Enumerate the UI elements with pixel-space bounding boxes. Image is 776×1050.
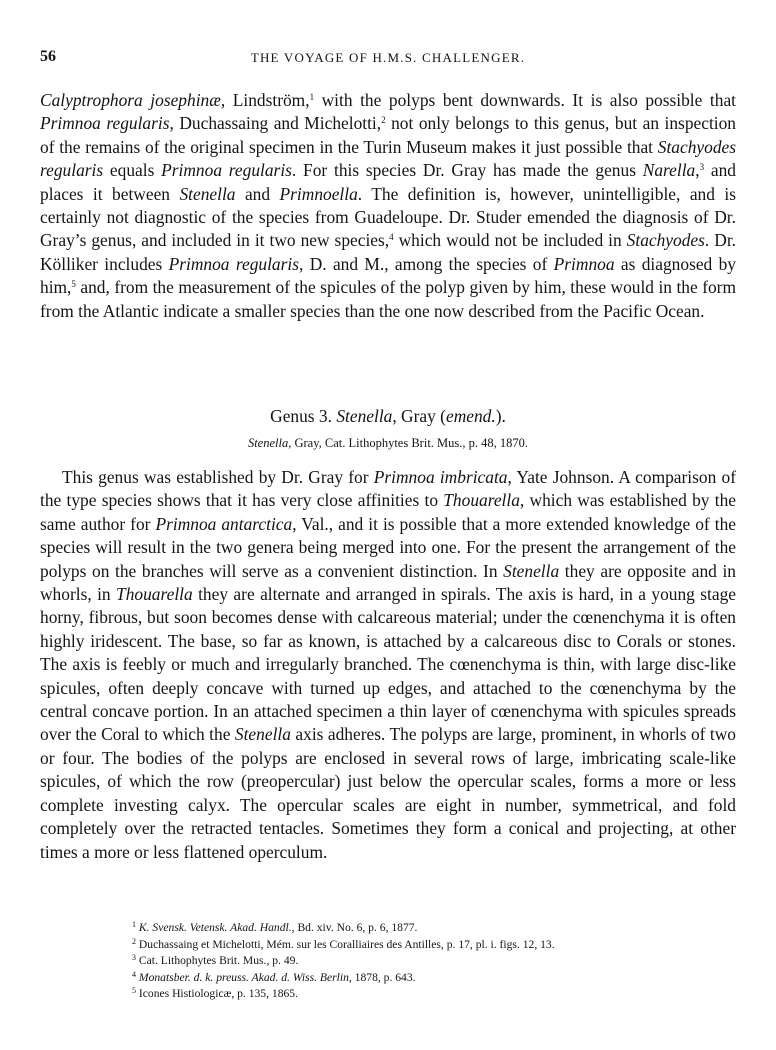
- italic-run: Thouarella: [443, 490, 520, 511]
- text-run: as diagnosed by him,: [40, 253, 736, 298]
- footnote-number: 2: [132, 936, 136, 946]
- footnote-number: 4: [132, 969, 136, 979]
- footnote-ref: 1: [309, 92, 315, 102]
- text-run: they are alternate and arranged in spirals. The axis is hard, in a young stage horny, fibrous, but soon becomes dense with calcareous material; under the cœnenchyma it is often highly iridescent. The base, so far as known, is attached by a calcareous disc to Corals or stones. The axis is feebly or much and irregularly branched. The cœnenchyma is thin, with large disc-like spicules, often deeply concave with turned up edges, and attached to the cœnenchyma by the central concave portion. In an attached specimen a thin layer of cœnenchyma with spicules spreads over the Coral to which the: [40, 584, 736, 745]
- text-run: they are opposite and in whorls, in: [40, 560, 737, 605]
- genus-author: , Gray (: [392, 406, 446, 426]
- genus-close: ).: [495, 406, 506, 426]
- footnote: [132, 953, 732, 970]
- footnote-text: Monatsber. d. k. preuss. Akad. d. Wiss. Berlin: [138, 970, 349, 984]
- text-run: , Lindström,: [220, 90, 310, 110]
- italic-run: Primnoa imbricata: [373, 467, 508, 487]
- page-number: 56: [40, 48, 56, 65]
- footnote-text: , Bd. xiv. No. 6, p. 6, 1877.: [291, 921, 418, 934]
- footnote-ref: 2: [381, 115, 386, 126]
- footnote-text: Icones Histiologicæ, p. 135, 1865.: [138, 987, 298, 1001]
- text-run: and places it between: [40, 160, 736, 204]
- text-run: , Duchassaing and Michelotti,: [169, 113, 382, 134]
- italic-run: Primnoa: [553, 253, 615, 274]
- genus-prefix: Genus 3.: [270, 406, 337, 426]
- footnote-number: 5: [132, 986, 136, 996]
- genus-name: Stenella: [336, 406, 393, 426]
- footnote-text: , 1878, p. 643.: [348, 970, 416, 984]
- italic-run: Stachyodes: [626, 230, 705, 251]
- text-run: , Yate Johnson. A comparison of the type species shows that it has very close affinities to: [40, 467, 737, 511]
- citation-reference: , Gray, Cat. Lithophytes Brit. Mus., p. 48, 1870.: [288, 436, 529, 450]
- footnote: [132, 937, 732, 954]
- footnote-ref: 4: [389, 232, 394, 243]
- italic-run: Primnoa regularis: [40, 113, 170, 134]
- footnote: [132, 970, 732, 987]
- text-run: and, from the measurement of the spicules of the polyp given by him, these would in the form from the Atlantic indicate a smaller species than the one now described from the Pacific Ocean.: [40, 277, 736, 321]
- paragraph-1: [40, 89, 736, 323]
- text-run: equals: [103, 160, 162, 181]
- text-run: axis adheres. The polyps are large, prominent, in whorls of two or four. The bodies of the polyps are enclosed in several rows of large, imbricating scale-like spicules, of which the row (preopercular) just below the opercular scales, forms a more or less complete investing calyx. The opercular scales are eight in number, symmetrical, and fold completely over the retracted tentacles. Sometimes they form a conical and projecting, at other times a more or less flattened operculum.: [40, 724, 736, 862]
- text-run: . The definition is, however, unintelligible, and is certainly not diagnostic of the species from Guadeloupe. Dr. Studer emended the diagnosis of Dr. Gray’s genus, and included in it two new species,: [40, 183, 736, 251]
- italic-run: Primnoella: [279, 183, 358, 204]
- text-run: , which was established by the same author for: [40, 490, 736, 534]
- genus-citation: [0, 436, 776, 451]
- italic-run: Thouarella: [116, 584, 193, 605]
- text-run: and: [235, 183, 280, 204]
- text-run: . For this species Dr. Gray has made the genus: [291, 160, 643, 181]
- text-run: , Val., and it is possible that a more extended knowledge of the species will result in the two genera being merged into one. For the present the arrangement of the polyps on the branches will serve as a convenient distinction. In: [40, 513, 736, 581]
- italic-run: Primnoa antarctica: [155, 513, 293, 534]
- text-run: , D. and M., among the species of: [298, 253, 554, 274]
- italic-run: Stenella: [179, 183, 236, 204]
- italic-run: Stachyodes regularis: [40, 136, 736, 181]
- footnote-text: K. Svensk. Vetensk. Akad. Handl.: [138, 921, 292, 934]
- italic-run: Stenella: [234, 724, 291, 745]
- italic-run: Narella: [642, 160, 696, 181]
- footnote: [132, 986, 732, 1003]
- footnote-text: Cat. Lithophytes Brit. Mus., p. 49.: [138, 954, 299, 968]
- italic-run: Primnoa regularis: [168, 253, 299, 274]
- footnote-number: 3: [132, 953, 136, 963]
- text-run: not only belongs to this genus, but an inspection of the remains of the original specimen in the Turin Museum makes it just possible that: [40, 113, 736, 157]
- footnotes: [132, 920, 732, 1003]
- text-run: . Dr. Kölliker includes: [40, 230, 736, 274]
- page-header: [40, 48, 736, 72]
- italic-run: Primnoa regularis: [161, 160, 292, 181]
- footnote-text: Duchassaing et Michelotti, Mém. sur les Coralliaires des Antilles, p. 17, pl. i. figs. 12, 13.: [138, 937, 555, 951]
- text-run: ,: [695, 160, 700, 181]
- italic-run: Calyptrophora josephinæ: [40, 90, 221, 110]
- genus-emend: emend.: [445, 406, 496, 426]
- citation-genus-name: Stenella: [247, 436, 289, 450]
- italic-run: Stenella: [503, 560, 560, 581]
- text-run: with the polyps bent downwards. It is also possible that: [314, 90, 736, 110]
- genus-heading: [0, 406, 776, 427]
- running-title: THE VOYAGE OF H.M.S. CHALLENGER.: [250, 50, 526, 65]
- footnote-number: 1: [132, 920, 136, 929]
- footnote: [132, 920, 732, 937]
- text-run: This genus was established by Dr. Gray for: [62, 467, 374, 487]
- footnote-ref: 3: [699, 162, 705, 173]
- footnote-ref: 5: [71, 279, 76, 290]
- paragraph-2: [40, 466, 736, 864]
- text-run: which would not be included in: [393, 230, 627, 251]
